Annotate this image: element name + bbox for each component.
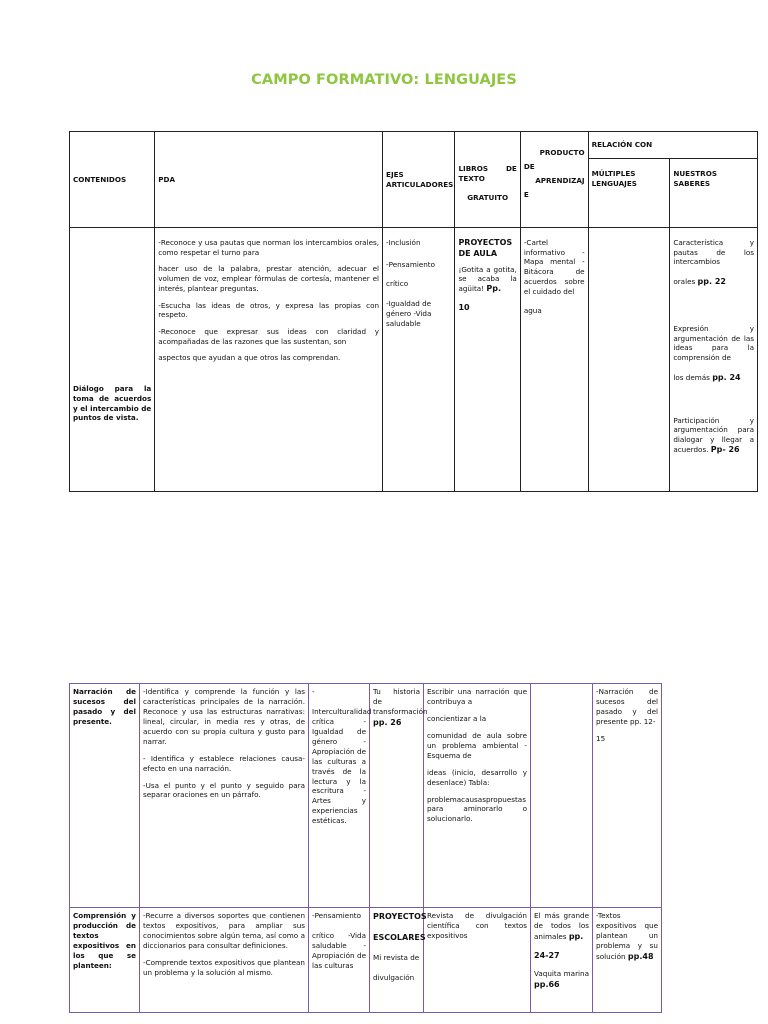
planning-table-2 <box>69 683 662 1013</box>
header-producto: PRODUCTO DE APRENDIZAJ E <box>520 132 588 228</box>
cell-ejes-comprension: -Pensamiento crítico -Vida saludable - Apropiación de las culturas <box>309 908 370 1013</box>
planning-table-1 <box>69 131 758 492</box>
cell-libros-narracion: Tu historia de transformación pp. 26 <box>370 684 424 908</box>
cell-multiples <box>588 228 670 492</box>
cell-ejes-narracion: - Interculturalidad crítica - Igualdad de género - Apropiación de las culturas a través de la lectura y la escritura - Artes y experiencias estéticas. <box>309 684 370 908</box>
page-title: CAMPO FORMATIVO: LENGUAJES <box>251 72 517 88</box>
cell-contenido-narracion: Narración de sucesos del pasado y del presente. <box>70 684 140 908</box>
cell-multiples-narracion <box>531 684 593 908</box>
cell-producto: -Cartel informativo - Mapa mental -Bitácora de acuerdos sobre el cuidado del agua <box>520 228 588 492</box>
cell-saberes-narracion: -Narración de sucesos del pasado y del presente pp. 12- 15 <box>593 684 662 908</box>
cell-ejes: -Inclusión -Pensamiento crítico -Igualdad de género -Vida saludable <box>383 228 455 492</box>
cell-multiples-comprension: El más grande de todos los animales pp. 24-27 Vaquita marina pp.66 <box>531 908 593 1013</box>
header-pda: PDA <box>155 132 383 228</box>
cell-producto-narracion: Escribir una narración que contribuya a concientizar a la comunidad de aula sobre un problema ambiental - Esquema de ideas (inicio, desarrollo y desenlace) Tabla: problemacausaspropuestas para aminorarlo o solucionarlo. <box>424 684 531 908</box>
cell-producto-comprension: Revista de divulgación científica con textos expositivos <box>424 908 531 1013</box>
header-contenidos: CONTENIDOS <box>70 132 155 228</box>
cell-pda-narracion: -Identifica y comprende la función y las características principales de la narración. Reconoce y usa las estructuras narrativas: lineal, circular, in media res y otras, de acuerdo con su propia cultura y gusto para narrar. - Identifica y establece relaciones causa-efecto en una narración. -Usa el punto y el punto y seguido para separar oraciones en un párrafo. <box>140 684 309 908</box>
cell-pda: -Reconoce y usa pautas que norman los intercambios orales, como respetar el turno para hacer uso de la palabra, prestar atención, adecuar el volumen de voz, emplear fórmulas de cortesía, mantener el interés, plantear preguntas. -Escucha las ideas de otros, y expresa las propias con respeto. -Reconoce que expresar sus ideas con claridad y acompañadas de las razones que las sustentan, son aspectos que ayudan a que otros las comprendan. <box>155 228 383 492</box>
header-multiples: MÚLTIPLES LENGUAJES <box>588 159 670 228</box>
header-relacion: RELACIÓN CON <box>588 132 757 159</box>
cell-pda-comprension: -Recurre a diversos soportes que contienen textos expositivos, para ampliar sus conocimientos sobre algún tema, así como a diccionarios para consultar definiciones. -Comprende textos expositivos que plantean un problema y la solución al mismo. <box>140 908 309 1013</box>
header-saberes: NUESTROS SABERES <box>670 159 758 228</box>
cell-contenido: Diálogo para la toma de acuerdos y el intercambio de puntos de vista. <box>70 228 155 492</box>
cell-saberes-comprension: -Textos expositivos que plantean un problema y su solución pp.48 <box>593 908 662 1013</box>
header-ejes: EJES ARTICULADORES <box>383 132 455 228</box>
cell-saberes: Característica y pautas de los intercambios orales pp. 22 Expresión y argumentación de las ideas para la comprensión de los demás pp. 24 Participación y argumentación para dialogar y llegar a acuerdos. Pp- 26 <box>670 228 758 492</box>
header-libros: LIBROS DE TEXTO GRATUITO <box>455 132 520 228</box>
cell-libros: PROYECTOS DE AULA ¡Gotita a gotita, se acaba la agüita! Pp. 10 <box>455 228 520 492</box>
cell-contenido-comprension: Comprensión y producción de textos expositivos en los que se planteen: <box>70 908 140 1013</box>
cell-libros-comprension: PROYECTOS ESCOLARES Mi revista de divulgación <box>370 908 424 1013</box>
